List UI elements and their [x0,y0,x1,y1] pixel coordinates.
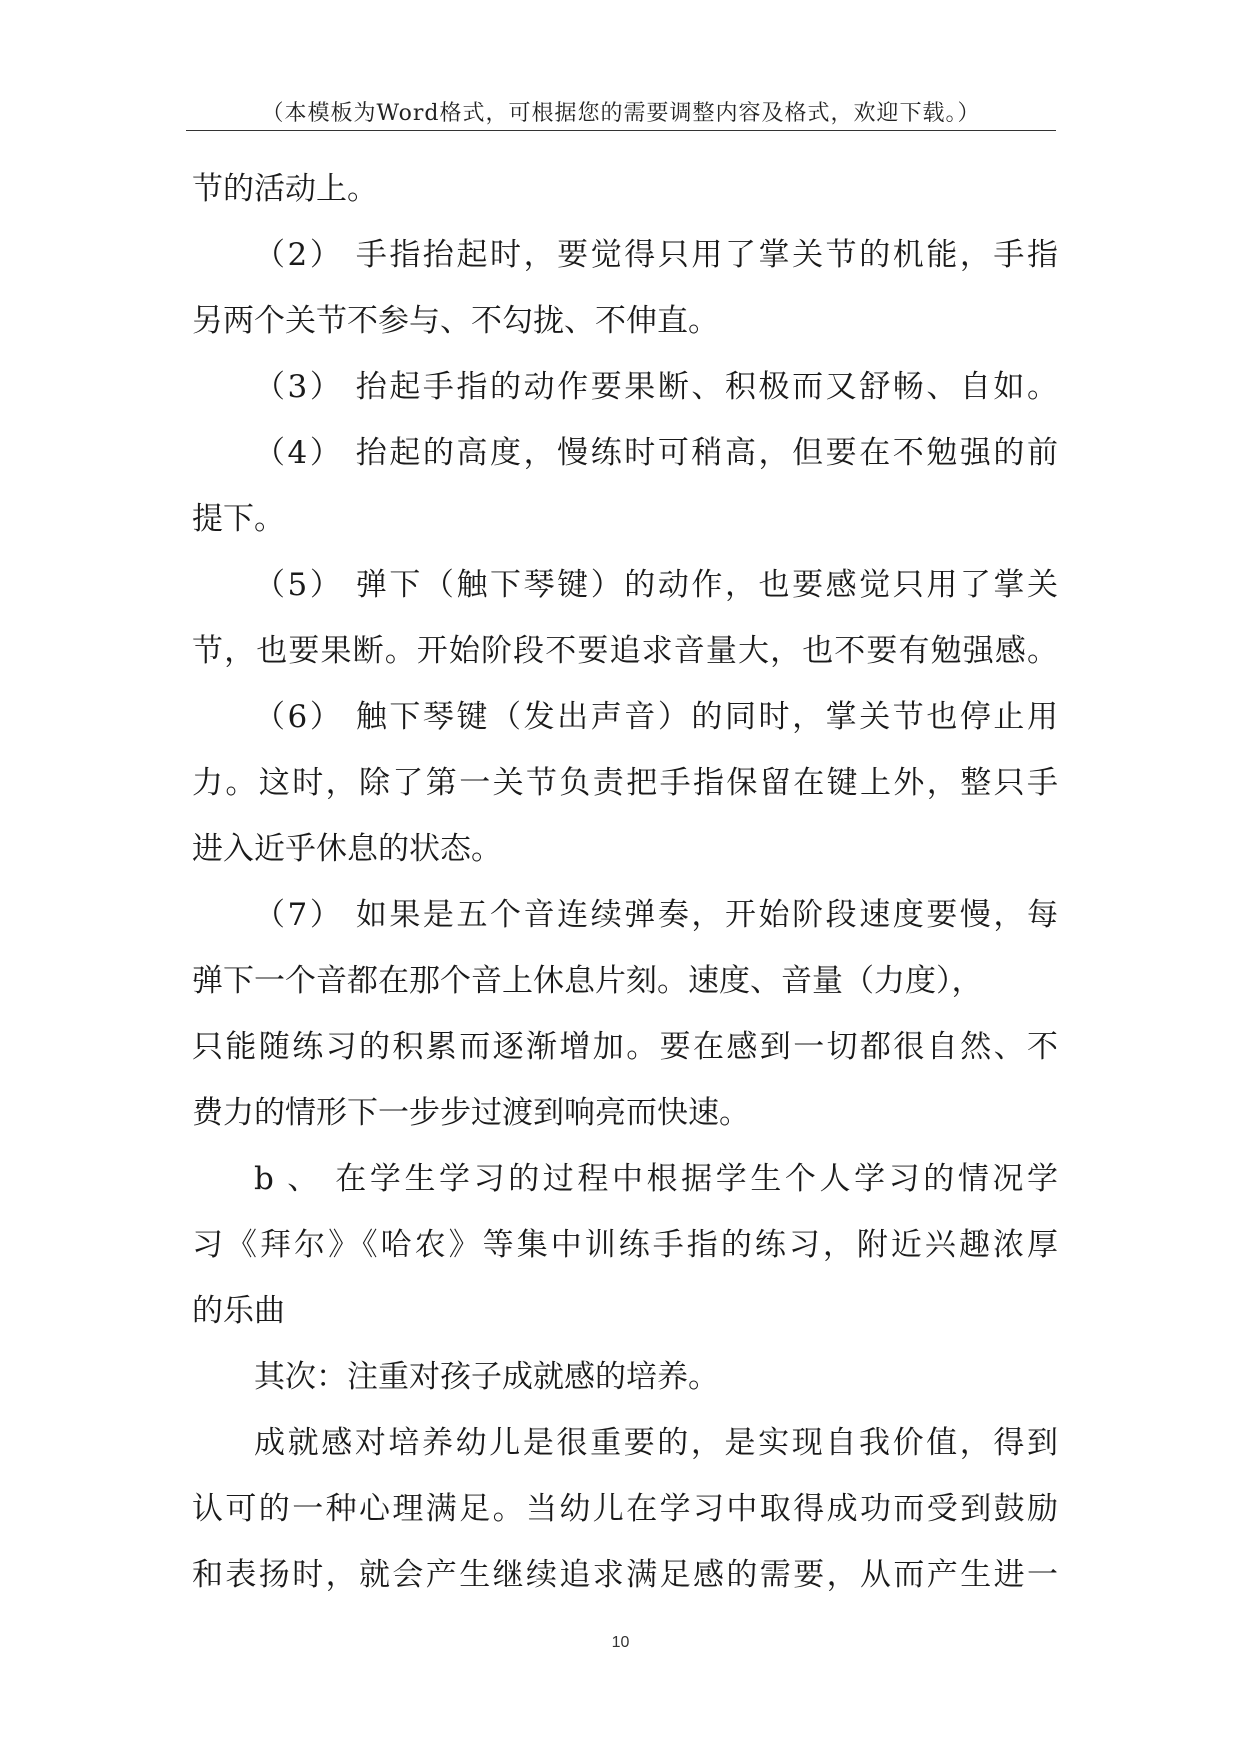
page-number: 10 [611,1634,630,1651]
text-line: （5） 弹下（触下琴键）的动作，也要感觉只用了掌关 [254,567,1058,603]
text-line: （2） 手指抬起时，要觉得只用了掌关节的机能，手指 [254,237,1058,273]
text-line: （7） 如果是五个音连续弹奏，开始阶段速度要慢，每 [254,897,1058,933]
header-divider [186,130,1056,131]
text-line: 节的活动上。 [192,171,378,207]
text-line: 节，也要果断。开始阶段不要追求音量大，也不要有勉强感。 [192,633,1058,669]
text-line: 的乐曲 [192,1293,285,1329]
text-line: 力。这时，除了第一关节负责把手指保留在键上外，整只手 [192,765,1058,801]
text-line: 另两个关节不参与、不勾拢、不伸直。 [192,303,719,339]
text-line: 和表扬时，就会产生继续追求满足感的需要，从而产生进一 [192,1557,1058,1593]
text-line: b 、 在学生学习的过程中根据学生个人学习的情况学 [254,1161,1058,1197]
page-header: （本模板为Word格式，可根据您的需要调整内容及格式，欢迎下载。） [261,101,981,126]
document-body [192,156,1058,1608]
text-line: 认可的一种心理满足。当幼儿在学习中取得成功而受到鼓励 [192,1491,1058,1527]
text-line: 习《拜尔》《哈农》等集中训练手指的练习，附近兴趣浓厚 [192,1227,1058,1263]
text-line: 提下。 [192,501,285,537]
text-line: （6） 触下琴键（发出声音）的同时，掌关节也停止用 [254,699,1058,735]
text-line: 进入近乎休息的状态。 [192,831,502,867]
text-line: 费力的情形下一步步过渡到响亮而快速。 [192,1095,750,1131]
text-line: 成就感对培养幼儿是很重要的，是实现自我价值，得到 [254,1425,1058,1461]
text-line: 其次：注重对孩子成就感的培养。 [254,1359,719,1395]
text-line: 只能随练习的积累而逐渐增加。要在感到一切都很自然、不 [192,1029,1058,1065]
text-line: 弹下一个音都在那个音上休息片刻。速度、音量（力度）， [192,963,983,999]
text-line: （3） 抬起手指的动作要果断、积极而又舒畅、自如。 [254,369,1058,405]
text-line: （4） 抬起的高度，慢练时可稍高，但要在不勉强的前 [254,435,1058,471]
